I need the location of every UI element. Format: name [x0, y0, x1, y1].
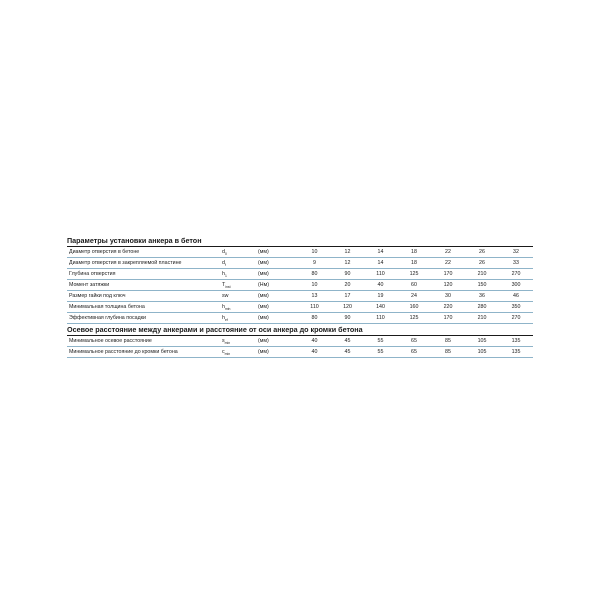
symbol-main: h: [222, 271, 225, 277]
parameter-unit: (мм): [258, 258, 298, 269]
parameter-symbol: [222, 347, 258, 358]
value-cell: 12: [331, 258, 364, 269]
symbol-main: h: [222, 304, 225, 310]
value-cell: 40: [298, 347, 331, 358]
parameter-unit: (мм): [258, 336, 298, 347]
value-cell: 110: [364, 313, 397, 324]
value-cell: 160: [397, 302, 431, 313]
value-cell: 14: [364, 247, 397, 258]
symbol-main: sw: [222, 293, 229, 299]
value-cell: 33: [499, 258, 533, 269]
value-cell: 32: [499, 247, 533, 258]
parameter-unit: (мм): [258, 347, 298, 358]
table-row: [67, 336, 533, 347]
parameter-unit: (мм): [258, 291, 298, 302]
parameter-symbol: [222, 280, 258, 291]
value-cell: 90: [331, 269, 364, 280]
value-cell: 55: [364, 336, 397, 347]
table-row: [67, 302, 533, 313]
value-cell: 120: [331, 302, 364, 313]
table-row: [67, 347, 533, 358]
installation-parameters-body: [67, 247, 533, 324]
value-cell: 120: [431, 280, 465, 291]
symbol-subscript: f: [224, 263, 226, 268]
parameter-label: Минимальное расстояние до кромки бетона: [67, 347, 222, 358]
symbol-subscript: min: [224, 307, 231, 312]
value-cell: 55: [364, 347, 397, 358]
value-cell: 90: [331, 313, 364, 324]
value-cell: 12: [331, 247, 364, 258]
value-cell: 125: [397, 269, 431, 280]
value-cell: 22: [431, 258, 465, 269]
value-cell: 110: [298, 302, 331, 313]
value-cell: 300: [499, 280, 533, 291]
parameter-unit: (мм): [258, 313, 298, 324]
value-cell: 26: [465, 258, 499, 269]
value-cell: 220: [431, 302, 465, 313]
value-cell: 10: [298, 280, 331, 291]
symbol-subscript: min: [224, 352, 231, 357]
value-cell: 105: [465, 336, 499, 347]
parameter-label: Глубина отверстия: [67, 269, 222, 280]
value-cell: 135: [499, 347, 533, 358]
symbol-subscript: min: [224, 341, 231, 346]
value-cell: 24: [397, 291, 431, 302]
value-cell: 80: [298, 269, 331, 280]
value-cell: 270: [499, 269, 533, 280]
symbol-main: T: [222, 282, 226, 288]
parameter-unit: (мм): [258, 302, 298, 313]
table-row: [67, 280, 533, 291]
value-cell: 80: [298, 313, 331, 324]
symbol-subscript: 1: [224, 274, 227, 279]
spacing-body: [67, 336, 533, 358]
value-cell: 140: [364, 302, 397, 313]
parameter-symbol: [222, 247, 258, 258]
value-cell: 40: [298, 336, 331, 347]
symbol-subscript: ef: [224, 318, 228, 323]
value-cell: 280: [465, 302, 499, 313]
value-cell: 19: [364, 291, 397, 302]
value-cell: 9: [298, 258, 331, 269]
parameter-symbol: [222, 269, 258, 280]
parameter-unit: (мм): [258, 269, 298, 280]
value-cell: 150: [465, 280, 499, 291]
value-cell: 17: [331, 291, 364, 302]
table-row: [67, 313, 533, 324]
parameter-label: Диаметр отверстия в бетоне: [67, 247, 222, 258]
symbol-main: h: [222, 315, 225, 321]
value-cell: 210: [465, 269, 499, 280]
value-cell: 85: [431, 347, 465, 358]
value-cell: 26: [465, 247, 499, 258]
parameter-label: Минимальная толщина бетона: [67, 302, 222, 313]
table-row: [67, 269, 533, 280]
parameter-symbol: [222, 291, 258, 302]
parameter-unit: (Нм): [258, 280, 298, 291]
value-cell: 13: [298, 291, 331, 302]
spacing-table: [67, 336, 533, 358]
parameter-label: Эффективная глубина посадки: [67, 313, 222, 324]
symbol-main: s: [222, 338, 225, 344]
symbol-subscript: inst: [225, 285, 231, 290]
value-cell: 170: [431, 269, 465, 280]
parameter-symbol: [222, 258, 258, 269]
parameter-label: Диаметр отверстия в закрепляемой пластине: [67, 258, 222, 269]
value-cell: 30: [431, 291, 465, 302]
table-row: [67, 258, 533, 269]
parameter-symbol: [222, 302, 258, 313]
value-cell: 18: [397, 247, 431, 258]
table-row: [67, 247, 533, 258]
value-cell: 85: [431, 336, 465, 347]
value-cell: 14: [364, 258, 397, 269]
parameter-label: Минимальное осевое расстояние: [67, 336, 222, 347]
value-cell: 65: [397, 347, 431, 358]
symbol-main: d: [222, 249, 225, 255]
value-cell: 65: [397, 336, 431, 347]
value-cell: 10: [298, 247, 331, 258]
value-cell: 45: [331, 347, 364, 358]
value-cell: 60: [397, 280, 431, 291]
installation-parameters-table: [67, 247, 533, 324]
value-cell: 125: [397, 313, 431, 324]
value-cell: 270: [499, 313, 533, 324]
parameter-label: Размер гайки под ключ: [67, 291, 222, 302]
section-title-spacing: Осевое расстояние между анкерами и расстояние от оси анкера до кромки бетона: [67, 325, 533, 336]
value-cell: 22: [431, 247, 465, 258]
parameter-symbol: [222, 336, 258, 347]
parameter-symbol: [222, 313, 258, 324]
parameter-unit: (мм): [258, 247, 298, 258]
symbol-subscript: 0: [224, 252, 227, 257]
value-cell: 350: [499, 302, 533, 313]
symbol-main: d: [222, 260, 225, 266]
table-row: [67, 291, 533, 302]
value-cell: 36: [465, 291, 499, 302]
value-cell: 210: [465, 313, 499, 324]
value-cell: 46: [499, 291, 533, 302]
value-cell: 135: [499, 336, 533, 347]
value-cell: 105: [465, 347, 499, 358]
symbol-main: c: [222, 349, 225, 355]
installation-parameters-sheet: [67, 236, 533, 358]
value-cell: 45: [331, 336, 364, 347]
value-cell: 18: [397, 258, 431, 269]
value-cell: 110: [364, 269, 397, 280]
value-cell: 20: [331, 280, 364, 291]
section-title-installation: Параметры установки анкера в бетон: [67, 236, 533, 247]
value-cell: 40: [364, 280, 397, 291]
value-cell: 170: [431, 313, 465, 324]
parameter-label: Момент затяжки: [67, 280, 222, 291]
